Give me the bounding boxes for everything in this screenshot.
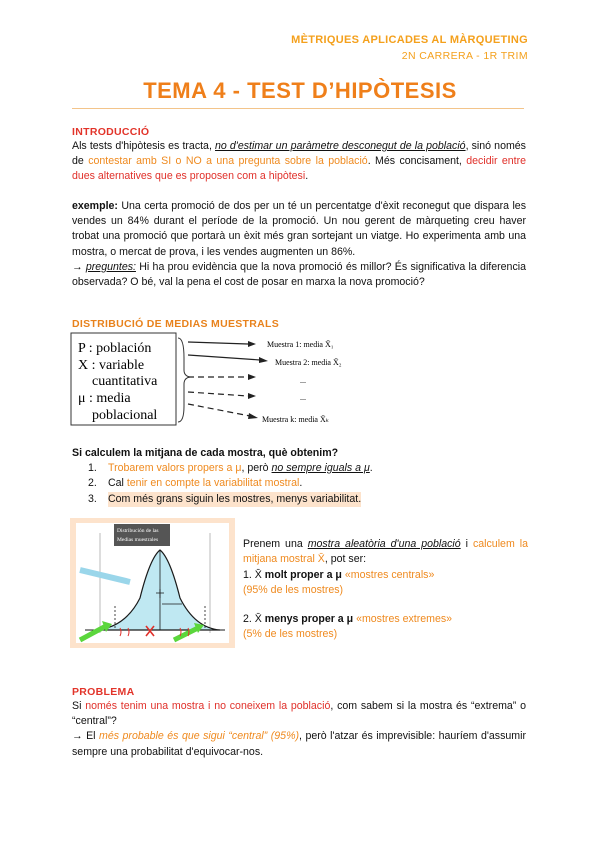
problema-paragraph: Si només tenim una mostra i no coneixem la població, com sabem si la mostra és “extrema” o “central”? → El més probable és que sigui “central” (95%), però l'atzar és imprevisible: hauríem d'assumir sempre una probabilitat d'equivocar-nos. — [72, 700, 526, 758]
sample-label-5: Muestra k: media X̄ₖ — [262, 415, 330, 424]
arrow-1 — [188, 342, 248, 344]
example-paragraph: exemple: Una certa promoció de dos per un té un percentatge d'èxit reconegut que dispara les vendes un 84% durant el període de la promoció. Un nou gerent de màrqueting creu haver trobat una promoció que portarà un èxit més gran sortejant un viatge. Ho experimenta amb una mostra, o mercat de prova, i les vendes augmenten un 86%. → preguntes: Hi ha prou evidència que la nova promoció és millor? És significativa la diferencia observada? O bé, val la pena el cost de posar en marxa la nova promoció? — [72, 200, 526, 289]
intro-heading: INTRODUCCIÓ — [72, 126, 150, 138]
box-line-5: poblacional — [92, 408, 158, 423]
sample-label-3: ... — [300, 376, 306, 385]
box-line-2: X : variable — [78, 358, 145, 373]
problema-heading: PROBLEMA — [72, 686, 135, 698]
sample-label-4: ... — [300, 393, 306, 402]
sample-label-1: Muestra 1: media X̄₁ — [267, 340, 334, 349]
box-line-1: P : población — [78, 341, 152, 356]
label-box-line-2: Medias muestrales — [117, 537, 159, 543]
normal-curve-figure — [70, 518, 235, 648]
sample-means-diagram — [70, 330, 370, 430]
option-central: 1. X̄ molt proper a μ «mostres centrals» (95% de les mostres) — [243, 569, 435, 597]
intro-paragraph: Als tests d'hipòtesis es tracta, no d'estimar un paràmetre desconegut de la població, sinó només de contestar amb SI o NO a una pregunta sobre la població. Més concisament, decidir entre dues alternatives que es proposen com a hipòtesi. — [72, 140, 527, 183]
brace — [178, 338, 190, 422]
arrow-5 — [188, 404, 250, 416]
question-heading: Si calculem la mitjana de cada mostra, què obtenim? — [72, 447, 339, 459]
list-item: 3. Com més grans siguin les mostres, menys variabilitat. — [88, 492, 508, 507]
page-title: TEMA 4 - TEST D’HIPÒTESIS — [143, 78, 457, 103]
arrow-4 — [188, 392, 248, 396]
list-item: 2. Cal tenir en compte la variabilitat mostral. — [88, 477, 303, 490]
course-title: MÈTRIQUES APLICADES AL MÀRQUETING — [291, 34, 528, 46]
list-item: 1. Trobarem valors propers a μ, però no sempre iguals a μ. — [88, 462, 373, 474]
course-year: 2N CARRERA - 1R TRIM — [401, 50, 528, 62]
sample-label-2: Muestra 2: media X̄₂ — [275, 358, 342, 367]
title-divider — [72, 108, 524, 109]
label-box-line-1: Distribución de las — [117, 528, 159, 534]
distrib-heading: DISTRIBUCIÓ DE MEDIAS MUESTRALS — [72, 318, 280, 330]
box-line-3: cuantitativa — [92, 374, 158, 389]
box-line-4: μ : media — [78, 391, 131, 406]
sample-description: Prenem una mostra aleatòria d'una població i calculem la mitjana mostral X̄, pot ser: — [243, 538, 528, 566]
option-extreme: 2. X̄ menys proper a μ «mostres extremes» (5% de les mostres) — [243, 613, 453, 641]
arrow-2 — [188, 355, 260, 360]
findings-list — [88, 461, 508, 507]
